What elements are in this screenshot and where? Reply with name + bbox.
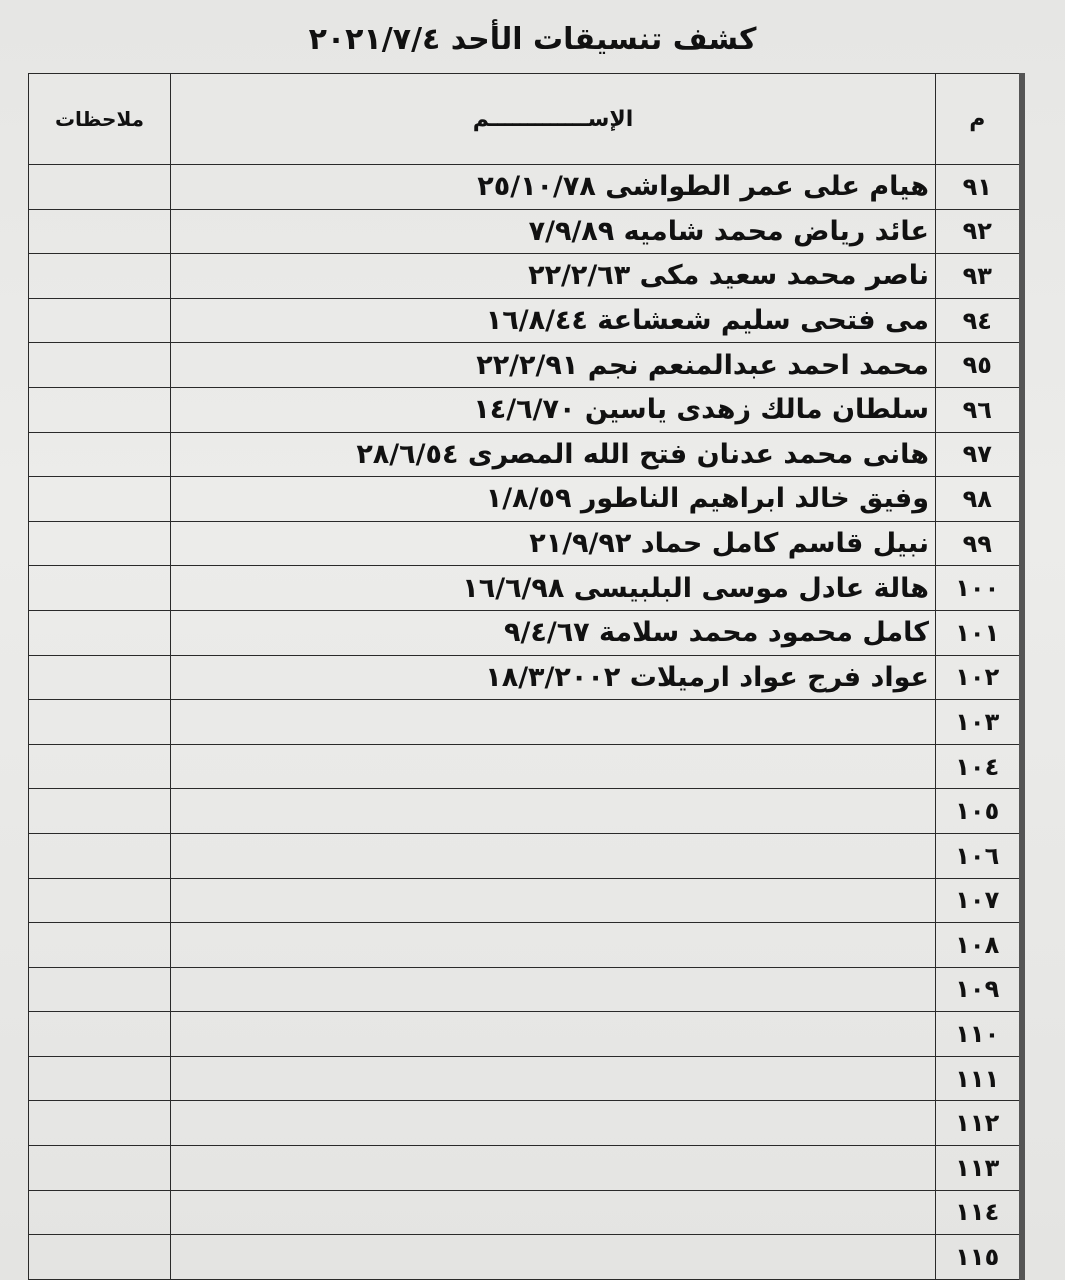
row-notes xyxy=(29,343,171,388)
row-name: كامل محمود محمد سلامة ٩/٤/٦٧ xyxy=(171,610,936,655)
row-notes xyxy=(29,1146,171,1191)
table-row xyxy=(29,1101,1022,1146)
row-notes xyxy=(29,298,171,343)
row-number: ١١٢ xyxy=(936,1101,1022,1146)
table-row xyxy=(29,209,1022,254)
row-number: ٩٩ xyxy=(936,521,1022,566)
table-row xyxy=(29,700,1022,745)
header-name: الإســـــــــــــم xyxy=(171,74,936,165)
row-notes xyxy=(29,209,171,254)
row-name: هيام على عمر الطواشى ٢٥/١٠/٧٨ xyxy=(171,165,936,210)
row-notes xyxy=(29,967,171,1012)
row-number: ٩٢ xyxy=(936,209,1022,254)
table-row xyxy=(29,967,1022,1012)
table-row xyxy=(29,432,1022,477)
names-table xyxy=(28,73,1025,1280)
row-notes xyxy=(29,833,171,878)
row-number: ٩٥ xyxy=(936,343,1022,388)
row-name xyxy=(171,1190,936,1235)
row-name xyxy=(171,878,936,923)
table-body xyxy=(29,165,1022,1280)
row-number: ٩٦ xyxy=(936,387,1022,432)
row-name xyxy=(171,1012,936,1057)
row-number: ١١٣ xyxy=(936,1146,1022,1191)
row-number: ١٠٩ xyxy=(936,967,1022,1012)
row-number: ٩٤ xyxy=(936,298,1022,343)
row-number: ١١٤ xyxy=(936,1190,1022,1235)
row-name: هالة عادل موسى البلبيسى ١٦/٦/٩٨ xyxy=(171,566,936,611)
row-name xyxy=(171,1146,936,1191)
row-name xyxy=(171,700,936,745)
header-number: م xyxy=(936,74,1022,165)
header-notes: ملاحظات xyxy=(29,74,171,165)
row-name xyxy=(171,1101,936,1146)
row-notes xyxy=(29,387,171,432)
row-number: ١٠٢ xyxy=(936,655,1022,700)
row-number: ١٠٤ xyxy=(936,744,1022,789)
row-notes xyxy=(29,655,171,700)
table-row xyxy=(29,1146,1022,1191)
row-name: وفيق خالد ابراهيم الناطور ١/٨/٥٩ xyxy=(171,477,936,522)
table-row xyxy=(29,833,1022,878)
row-number: ١٠٥ xyxy=(936,789,1022,834)
table-row xyxy=(29,521,1022,566)
row-notes xyxy=(29,700,171,745)
row-name: نبيل قاسم كامل حماد ٢١/٩/٩٢ xyxy=(171,521,936,566)
table-row xyxy=(29,878,1022,923)
table-row xyxy=(29,254,1022,299)
row-name: ناصر محمد سعيد مكى ٢٢/٢/٦٣ xyxy=(171,254,936,299)
row-notes xyxy=(29,1012,171,1057)
row-notes xyxy=(29,165,171,210)
row-name xyxy=(171,923,936,968)
table-row xyxy=(29,1190,1022,1235)
row-notes xyxy=(29,1101,171,1146)
row-number: ٩٨ xyxy=(936,477,1022,522)
document-title: كشف تنسيقات الأحد ٢٠٢١/٧/٤ xyxy=(308,22,757,57)
row-number: ٩٣ xyxy=(936,254,1022,299)
row-notes xyxy=(29,521,171,566)
table-row xyxy=(29,477,1022,522)
row-number: ١٠١ xyxy=(936,610,1022,655)
table-row xyxy=(29,655,1022,700)
table-row xyxy=(29,343,1022,388)
row-notes xyxy=(29,923,171,968)
table-row xyxy=(29,923,1022,968)
row-number: ١٠٠ xyxy=(936,566,1022,611)
row-number: ٩١ xyxy=(936,165,1022,210)
row-name: محمد احمد عبدالمنعم نجم ٢٢/٢/٩١ xyxy=(171,343,936,388)
row-notes xyxy=(29,1235,171,1280)
row-notes xyxy=(29,254,171,299)
row-name xyxy=(171,1056,936,1101)
table-row xyxy=(29,1012,1022,1057)
row-notes xyxy=(29,744,171,789)
row-name xyxy=(171,833,936,878)
table-row xyxy=(29,789,1022,834)
row-notes xyxy=(29,789,171,834)
table-row xyxy=(29,610,1022,655)
row-number: ١٠٦ xyxy=(936,833,1022,878)
table-row xyxy=(29,566,1022,611)
row-name: هانى محمد عدنان فتح الله المصرى ٢٨/٦/٥٤ xyxy=(171,432,936,477)
table-header-row xyxy=(29,74,1022,165)
row-name: مى فتحى سليم شعشاعة ١٦/٨/٤٤ xyxy=(171,298,936,343)
row-name xyxy=(171,1235,936,1280)
row-name xyxy=(171,744,936,789)
row-number: ١١٠ xyxy=(936,1012,1022,1057)
table-row xyxy=(29,387,1022,432)
row-number: ١٠٧ xyxy=(936,878,1022,923)
row-number: ٩٧ xyxy=(936,432,1022,477)
row-name: عائد رياض محمد شاميه ٧/٩/٨٩ xyxy=(171,209,936,254)
row-name: سلطان مالك زهدى ياسين ١٤/٦/٧٠ xyxy=(171,387,936,432)
row-notes xyxy=(29,878,171,923)
row-notes xyxy=(29,1056,171,1101)
table-row xyxy=(29,1235,1022,1280)
row-name: عواد فرج عواد ارميلات ١٨/٣/٢٠٠٢ xyxy=(171,655,936,700)
table-row xyxy=(29,744,1022,789)
row-notes xyxy=(29,566,171,611)
row-notes xyxy=(29,610,171,655)
row-name xyxy=(171,967,936,1012)
row-name xyxy=(171,789,936,834)
row-number: ١٠٣ xyxy=(936,700,1022,745)
row-notes xyxy=(29,477,171,522)
row-number: ١٠٨ xyxy=(936,923,1022,968)
table-row xyxy=(29,165,1022,210)
table-row xyxy=(29,1056,1022,1101)
row-number: ١١٥ xyxy=(936,1235,1022,1280)
row-notes xyxy=(29,432,171,477)
table-row xyxy=(29,298,1022,343)
row-number: ١١١ xyxy=(936,1056,1022,1101)
row-notes xyxy=(29,1190,171,1235)
